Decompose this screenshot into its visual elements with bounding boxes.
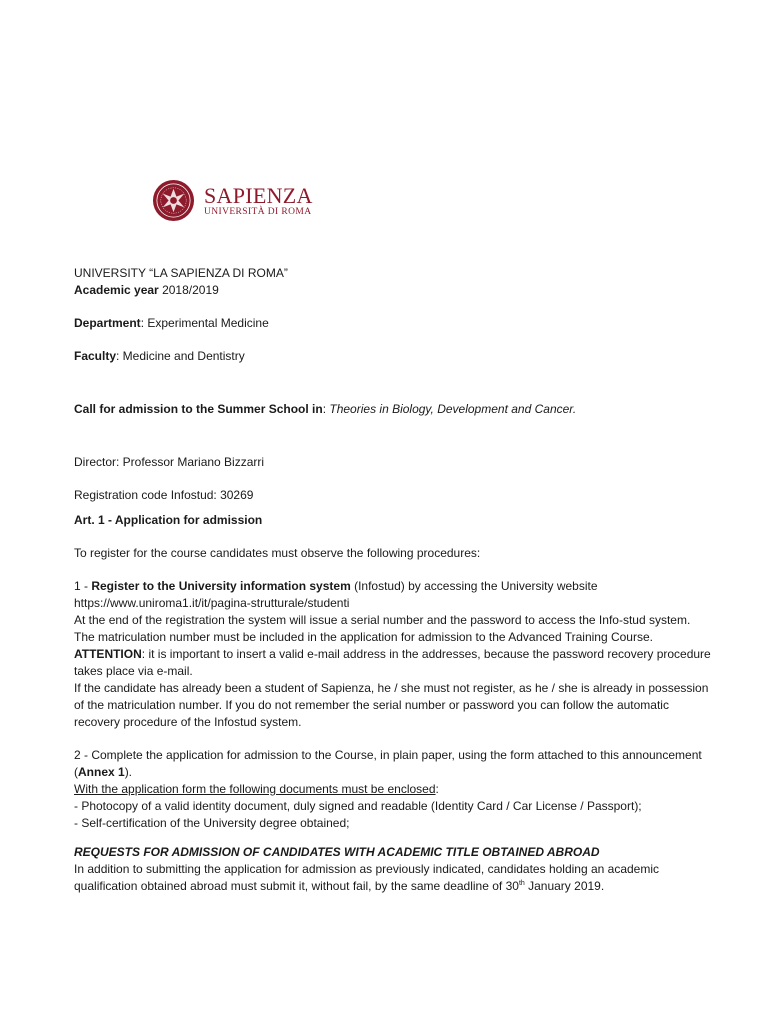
academic-year-label: Academic year	[74, 283, 159, 297]
abroad-text-before: In addition to submitting the application for admission as previously indicated, candidates holding an academic qualification obtained abroad must submit it, without fail, by the same deadline of 30	[74, 862, 660, 893]
abroad-heading	[74, 844, 714, 861]
document-item-id: - Photocopy of a valid identity document, duly signed and readable (Identity Card / Car License / Passport);	[74, 799, 642, 813]
art1-heading	[74, 512, 714, 529]
step1-bold: Register to the University information system	[91, 579, 351, 593]
summer-school-title: Theories in Biology, Development and Cancer.	[329, 402, 577, 416]
faculty-value: : Medicine and Dentistry	[116, 349, 245, 363]
step2-end: ).	[124, 765, 133, 779]
call-for-admission	[74, 401, 714, 418]
abroad-heading-text: REQUESTS FOR ADMISSION OF CANDIDATES WITH ACADEMIC TITLE OBTAINED ABROAD	[74, 845, 600, 859]
faculty-label: Faculty	[74, 349, 117, 363]
department-value: : Experimental Medicine	[140, 316, 269, 330]
faculty	[74, 348, 714, 365]
academic-year	[74, 282, 714, 299]
university-name: UNIVERSITY “LA SAPIENZA DI ROMA”	[74, 266, 288, 280]
attention-label: ATTENTION	[74, 647, 142, 661]
documents-heading-text: With the application form the following documents must be enclosed	[74, 782, 436, 796]
art1-heading-text: Art. 1 - Application for admission	[74, 513, 263, 527]
attention-note	[74, 646, 714, 680]
step1-title	[74, 578, 714, 595]
director: Director: Professor Mariano Bizzarri	[74, 455, 265, 469]
attention-text: : it is important to insert a valid e-mail address in the addresses, because the password recovery procedure takes place via e-mail.	[74, 647, 711, 678]
registration-code: Registration code Infostud: 30269	[74, 488, 254, 502]
step1-rest: (Infostud) by accessing the University website	[350, 579, 598, 593]
ordinal-suffix: th	[518, 880, 525, 887]
department	[74, 315, 714, 332]
university-seal-icon	[152, 179, 195, 222]
former-student-note: If the candidate has already been a student of Sapienza, he / she must not register, as he / she is already in possession of the matriculation number. If you do not remember the serial number or password you can follow the automatic recovery procedure of the Infostud system.	[74, 681, 709, 729]
sapienza-logo	[152, 179, 322, 225]
art1-intro: To register for the course candidates must observe the following procedures:	[74, 546, 481, 560]
documents-colon: :	[435, 782, 439, 796]
step1-prefix: 1 -	[74, 579, 92, 593]
academic-year-value: 2018/2019	[158, 283, 219, 297]
abroad-text	[74, 861, 714, 895]
documents-heading	[74, 781, 714, 798]
step1-body: At the end of the registration the system will issue a serial number and the password to access the Info-stud system. The matriculation number must be included in the application for admission to the Advanced Training Course.	[74, 613, 691, 644]
call-colon: :	[322, 402, 330, 416]
document-body	[74, 265, 714, 895]
document-item-degree: - Self-certification of the University degree obtained;	[74, 816, 350, 830]
department-label: Department	[74, 316, 141, 330]
step2-body: 2 - Complete the application for admission to the Course, in plain paper, using the form attached to this announcement (	[74, 748, 702, 779]
call-label: Call for admission to the Summer School in	[74, 402, 323, 416]
annex-reference: Annex 1	[78, 765, 125, 779]
logo-subtitle: UNIVERSITÀ DI ROMA	[204, 207, 312, 217]
logo-wordmark: SAPIENZA	[204, 183, 313, 208]
university-website-url: https://www.uniroma1.it/it/pagina-strutturale/studenti	[74, 596, 350, 610]
step2-text	[74, 747, 714, 781]
abroad-text-after: January 2019.	[524, 879, 605, 893]
